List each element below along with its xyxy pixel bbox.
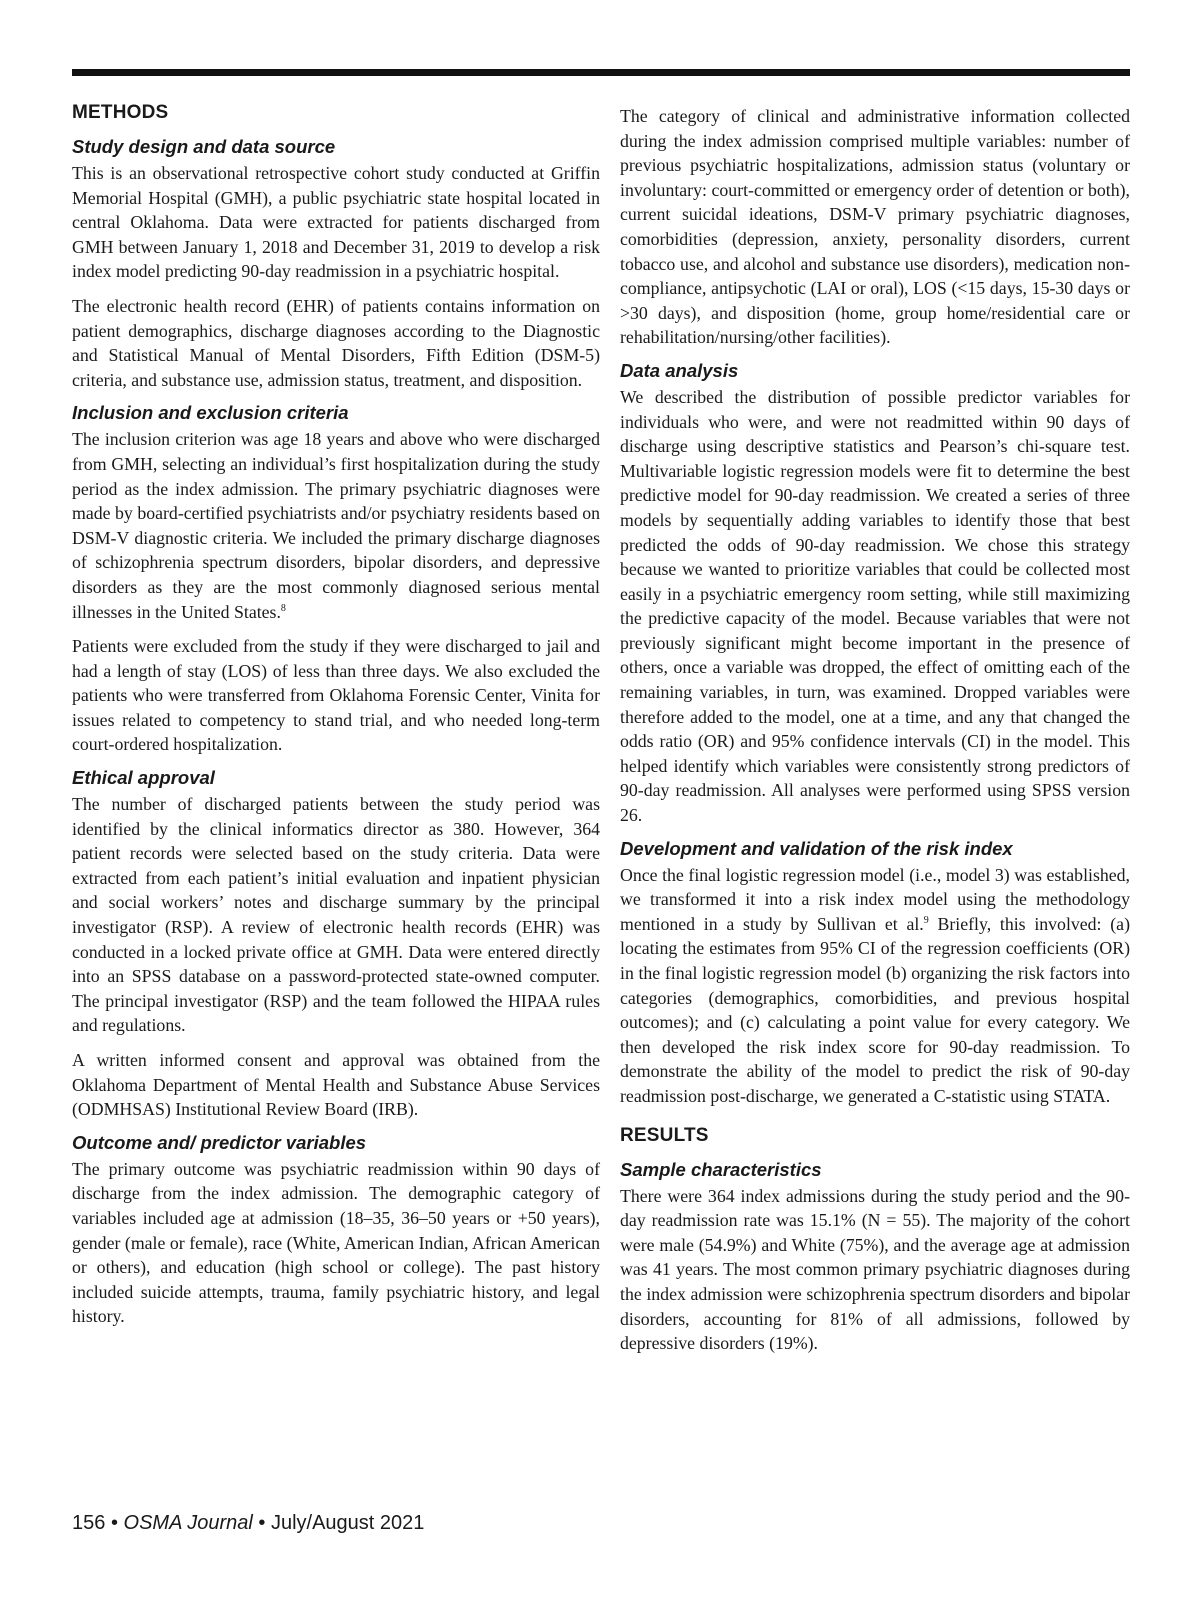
journal-name: OSMA Journal bbox=[123, 1512, 253, 1534]
development-paragraph-text-b: Briefly, this involved: (a) locating the estimates from 95% CI of the regression coefficients (OR) in the final logistic regression model (b) organizing the risk factors into categories (demographics, comorbidities, and previous hospital outcomes); and (c) calculating a point value for every category. We then developed the risk index score for 90-day readmission. To demonstrate the ability of the model to predict the risk of 90-day readmission post-discharge, we generated a C-statistic using STATA. bbox=[620, 913, 1130, 1106]
reference-8: 8 bbox=[280, 602, 286, 614]
ethics-paragraph-1: The number of discharged patients between the study period was identified by the clinical informatics director as 380. However, 364 patient records were selected based on the study criteria. Data were extracted from each patient’s initial evaluation and inpatient physician and social workers’ notes and discharge summary by the principal investigator (RSP). A review of electronic health records (EHR) was conducted in a locked private office at GMH. Data were entered directly into an SPSS database on a password-protected state-owned computer. The principal investigator (RSP) and the team followed the HIPAA rules and regulations. bbox=[72, 794, 600, 1036]
development-paragraph-text-a: Once the final logistic regression model (i.e., model 3) was established, we transformed it into a risk index model using the methodology mentioned in a study by Sullivan et al. bbox=[620, 864, 1130, 934]
left-column bbox=[72, 102, 600, 1339]
right-column bbox=[620, 104, 1130, 1366]
page-number: 156 bbox=[72, 1512, 106, 1534]
reference-9: 9 bbox=[923, 914, 929, 926]
outcome-paragraph-1: The primary outcome was psychiatric readmission within 90 days of discharge from the index admission. The demographic category of variables included age at admission (18–35, 36–50 years or +50 years), gender (male or female), race (White, American Indian, African American or others), and education (high school or college). The past history included suicide attempts, trauma, family psychiatric history, and legal history. bbox=[72, 1158, 600, 1327]
outcome-heading: Outcome and/ predictor variables bbox=[72, 1131, 367, 1153]
results-heading: RESULTS bbox=[620, 1124, 709, 1146]
data-analysis-paragraph: We described the distribution of possible predictor variables for individuals who were, and were not readmitted within 90 days of discharge using descriptive statistics and Pearson’s chi-square test. Multivariable logistic regression models were fit to determine the best predictive model for 90-day readmission. We created a series of three models by sequentially adding variables to identify those that best predicted the odds of 90-day readmission. We chose this strategy because we wanted to prioritize variables that could be collected most easily in a psychiatric emergency room setting, while still maximizing the predictive capacity of the model. Because variables that were not previously significant might become important in the presence of others, once a variable was dropped, the effect of omitting each of the remaining variables, in turn, was examined. Dropped variables were therefore added to the model, one at a time, and any that changed the odds ratio (OR) and 95% confidence intervals (CI) in the model. This helped identify which variables were consistently strong predictors of 90-day readmission. All analyses were performed using SPSS version 26. bbox=[620, 386, 1130, 826]
development-paragraph bbox=[620, 863, 1130, 1109]
study-design-paragraph-1: This is an observational retrospective cohort study conducted at Griffin Memorial Hospital (GMH), a public psychiatric state hospital located in central Oklahoma. Data were extracted for patients discharged from GMH between January 1, 2018 and December 31, 2019 to develop a risk index model predicting 90-day readmission in a psychiatric hospital. bbox=[72, 163, 600, 282]
study-design-paragraph-2: The electronic health record (EHR) of patients contains information on patient demographics, discharge diagnoses according to the Diagnostic and Statistical Manual of Mental Disorders, Fifth Edition (DSM-5) criteria, and substance use, admission status, treatment, and disposition. bbox=[72, 295, 600, 390]
top-rule bbox=[72, 69, 1130, 76]
issue-date: July/August 2021 bbox=[270, 1512, 425, 1534]
inclusion-paragraph-2: Patients were excluded from the study if they were discharged to jail and had a length of stay (LOS) of less than three days. We also excluded the patients who were transferred from Oklahoma Forensic Center, Vinita for issues related to competency to stand trial, and who needed long-term court-ordered hospitalization. bbox=[72, 636, 600, 755]
sample-heading: Sample characteristics bbox=[620, 1158, 822, 1180]
sample-paragraph: There were 364 index admissions during the study period and the 90-day readmission rate was 15.1% (N = 55). The majority of the cohort were male (54.9%) and White (75%), and the average age at admission was 41 years. The most common primary psychiatric diagnoses during the index admission were schizophrenia spectrum disorders and bipolar disorders, accounting for 81% of all admissions, followed by depressive disorders (19%). bbox=[620, 1185, 1130, 1354]
inclusion-heading: Inclusion and exclusion criteria bbox=[72, 402, 349, 424]
data-analysis-heading: Data analysis bbox=[620, 359, 739, 381]
inclusion-paragraph-1-text: The inclusion criterion was age 18 years and above who were discharged from GMH, selecting an individual’s first hospitalization during the study period as the index admission. The primary psychiatric diagnoses were made by board-certified psychiatrists and/or psychiatry residents based on DSM-V diagnostic criteria. We included the primary discharge diagnoses of schizophrenia spectrum disorders, bipolar disorders, and depressive disorders as they are the most commonly diagnosed serious mental illnesses in the United States. bbox=[72, 429, 600, 622]
page-footer bbox=[72, 1512, 424, 1535]
ethics-heading: Ethical approval bbox=[72, 767, 215, 789]
ethics-paragraph-2: A written informed consent and approval was obtained from the Oklahoma Department of Mental Health and Substance Abuse Services (ODMHSAS) Institutional Review Board (IRB). bbox=[72, 1050, 600, 1120]
footer-bullet-1: • bbox=[110, 1512, 118, 1534]
inclusion-paragraph-1 bbox=[72, 427, 600, 624]
clinical-variables-paragraph: The category of clinical and administrative information collected during the index admission comprised multiple variables: number of previous psychiatric hospitalizations, admission status (voluntary or involuntary: court-committed or emergency order of detention or both), current suicidal ideations, DSM-V primary psychiatric diagnoses, comorbidities (depression, anxiety, personality disorders, current tobacco use, and alcohol and substance use disorders), medication non-compliance, antipsychotic (LAI or oral), LOS (<15 days, 15-30 days or >30 days), and disposition (home, group home/residential care or rehabilitation/nursing/other facilities). bbox=[620, 106, 1130, 348]
study-design-heading: Study design and data source bbox=[72, 136, 336, 157]
footer-bullet-2: • bbox=[258, 1512, 266, 1534]
methods-heading: METHODS bbox=[72, 102, 169, 123]
development-heading: Development and validation of the risk index bbox=[620, 837, 1013, 859]
